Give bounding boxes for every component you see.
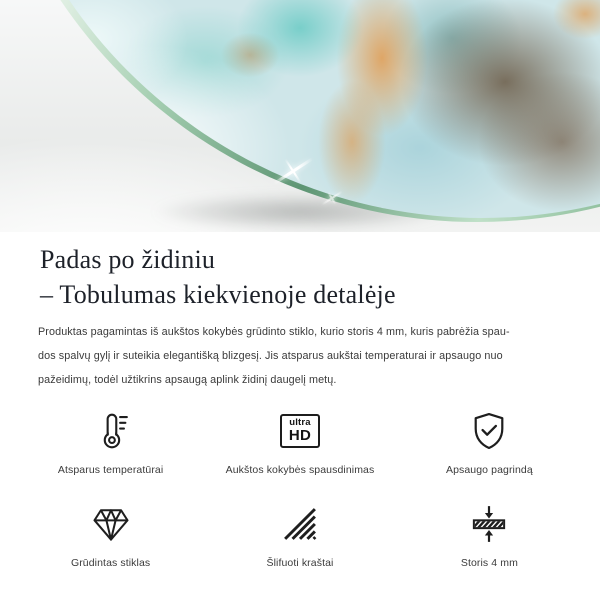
description-line: dos spalvų gylį ir suteikia elegantišką blizgesį. Jis atsparus aukštai temperaturai ir apsaugo nuo	[38, 350, 503, 362]
polished-edges-icon	[279, 500, 321, 548]
feature-grid	[30, 407, 570, 569]
thermometer-icon	[88, 407, 134, 455]
ultra-hd-badge-top: ultra	[289, 416, 311, 428]
page-title-line2: – Tobulumas kiekvienoje detalėje	[40, 280, 396, 309]
page-title-line1: Padas po židiniu	[40, 245, 216, 274]
feature-heat-resistant	[30, 407, 191, 476]
thickness-icon	[467, 500, 511, 548]
feature-label: Aukštos kokybės spausdinimas	[225, 464, 375, 476]
feature-label: Storis 4 mm	[460, 557, 518, 569]
feature-ultra-hd-print	[191, 407, 409, 476]
product-image	[0, 0, 600, 232]
ultra-hd-badge-bottom: HD	[288, 427, 312, 445]
feature-label: Apsaugo pagrindą	[445, 464, 533, 476]
shield-check-icon	[467, 407, 511, 455]
feature-label: Atsparus temperatūrai	[57, 464, 164, 476]
feature-thickness-4mm	[409, 500, 570, 569]
feature-tempered-glass	[30, 500, 191, 569]
description-line: Produktas pagamintas iš aukštos kokybės grūdinto stiklo, kurio storis 4 mm, kuris pabrėžia spau-	[38, 326, 510, 338]
feature-label: Šlifuoti kraštai	[266, 557, 334, 569]
product-description	[38, 320, 580, 392]
feature-polished-edges	[191, 500, 409, 569]
diamond-icon	[89, 500, 133, 548]
ultra-hd-icon	[280, 407, 320, 455]
feature-protects-base	[409, 407, 570, 476]
page-title	[40, 242, 560, 312]
description-line: pažeidimų, todėl užtikrins apsaugą aplink židinį daugelį metų.	[38, 374, 337, 386]
feature-label: Grūdintas stiklas	[70, 557, 151, 569]
